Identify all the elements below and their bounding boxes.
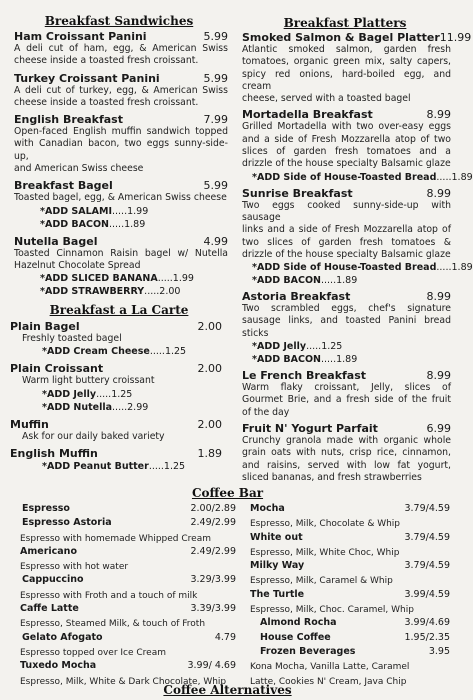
a-la-carte-list bbox=[10, 320, 228, 473]
add-on-label: *ADD BACON bbox=[252, 354, 321, 366]
coffee-item-row bbox=[250, 503, 450, 517]
menu-item-row bbox=[10, 320, 228, 333]
menu-item-row bbox=[14, 235, 228, 248]
menu-item-name: Ham Croissant Panini bbox=[14, 30, 147, 43]
add-on-dots: ..... bbox=[144, 286, 160, 298]
menu-item-price: 5.99 bbox=[203, 71, 228, 85]
coffee-item-row bbox=[14, 546, 236, 560]
coffee-item-price: 3.79/4.59 bbox=[404, 531, 450, 543]
add-on-option bbox=[14, 218, 228, 231]
menu-item-description: Atlantic smoked salmon, garden fresh bbox=[242, 44, 451, 55]
menu-item-name: Breakfast Bagel bbox=[14, 179, 113, 193]
menu-item-row bbox=[14, 179, 228, 192]
add-on-option bbox=[14, 272, 228, 285]
menu-item-price: 6.99 bbox=[426, 421, 451, 435]
coffee-item-row bbox=[250, 646, 450, 660]
coffee-item-row bbox=[250, 632, 450, 646]
coffee-item-row bbox=[14, 603, 236, 617]
add-on-price: 1.25 bbox=[321, 341, 343, 353]
coffee-item-price: 3.99/4.59 bbox=[404, 588, 450, 600]
menu-item-description: Open-faced English muffin sandwich topped bbox=[14, 126, 228, 138]
coffee-item-price: 3.79/4.59 bbox=[404, 560, 450, 572]
coffee-item-row bbox=[250, 617, 450, 631]
menu-item-name: Plain Croissant bbox=[10, 362, 104, 376]
coffee-item-name: White out bbox=[250, 531, 303, 543]
coffee-item-price: 2.00/2.89 bbox=[190, 503, 236, 514]
menu-item-name: Mortadella Breakfast bbox=[242, 108, 373, 122]
coffee-item-price: 3.99/4.69 bbox=[404, 617, 450, 629]
menu-item-name: Astoria Breakfast bbox=[242, 290, 351, 304]
coffee-item-description: Espresso, Milk, Caramel & Whip bbox=[250, 576, 393, 587]
add-on-price: 1.89 bbox=[451, 262, 473, 274]
menu-item-name: Turkey Croissant Panini bbox=[14, 71, 160, 85]
menu-item-row bbox=[242, 31, 472, 44]
menu-item-description: and American Swiss cheese bbox=[14, 163, 144, 175]
menu-item-row bbox=[10, 362, 228, 375]
add-on-price: 1.89 bbox=[451, 171, 473, 183]
coffee-item-name: Mocha bbox=[250, 503, 285, 514]
add-on-label: *ADD Side of House-Toasted Bread bbox=[252, 262, 437, 274]
add-on-option bbox=[242, 353, 451, 366]
menu-item-row bbox=[10, 447, 228, 460]
menu-item-description: cheese inside a toasted fresh croissant. bbox=[14, 55, 199, 67]
menu-item-description: Two eggs cooked sunny-side-up with sausage bbox=[242, 199, 451, 223]
coffee-bar-right-list bbox=[250, 503, 450, 689]
menu-item-row bbox=[242, 369, 451, 382]
coffee-item-description: Espresso, Milk, White & Dark Chocolate, Whip bbox=[20, 676, 227, 687]
add-on-dots: ..... bbox=[112, 401, 128, 413]
menu-item-description: Hazelnut Chocolate Spread bbox=[14, 259, 141, 271]
menu-item-description: Warm light buttery croissant bbox=[22, 375, 155, 387]
coffee-item-price: 2.49/2.99 bbox=[190, 517, 236, 529]
add-on-dots: ..... bbox=[149, 346, 165, 358]
add-on-label: *ADD Jelly bbox=[42, 388, 97, 400]
coffee-item-description: Espresso, Milk, White Choc, Whip bbox=[250, 547, 400, 558]
menu-item-price: 5.99 bbox=[203, 179, 228, 193]
add-on-option bbox=[242, 274, 451, 287]
menu-item-name: Fruit N' Yogurt Parfait bbox=[242, 421, 378, 435]
menu-item-row bbox=[14, 72, 228, 85]
menu-item-price: 4.99 bbox=[203, 234, 228, 248]
menu-item-name: Plain Bagel bbox=[10, 320, 80, 333]
coffee-item-description: Espresso with hot water bbox=[20, 562, 129, 573]
add-on-dots: ..... bbox=[157, 273, 173, 285]
menu-item-name: English Muffin bbox=[10, 446, 98, 460]
menu-item-price: 2.00 bbox=[197, 417, 222, 431]
menu-item-name: Le French Breakfast bbox=[242, 369, 367, 383]
add-on-label: *ADD Jelly bbox=[252, 341, 307, 353]
menu-item-price: 2.00 bbox=[197, 362, 222, 376]
breakfast-sandwiches-list bbox=[14, 30, 228, 298]
menu-item-description: Ask for our daily baked variety bbox=[22, 430, 165, 442]
menu-item-description: and a side of Fresh Mozzarella atop of two bbox=[242, 133, 451, 145]
menu-item-description: A deli cut of turkey, egg, & American Swiss bbox=[14, 84, 228, 96]
menu-item-description: and raisins, served with low fat yogurt, bbox=[242, 459, 451, 471]
menu-item-description: cheese inside a toasted fresh croissant. bbox=[14, 96, 199, 108]
add-on-dots: ..... bbox=[321, 275, 337, 287]
add-on-label: *ADD Side of House-Toasted Bread bbox=[252, 171, 437, 183]
menu-item-price: 5.99 bbox=[203, 30, 228, 43]
coffee-item-price: 1.95/2.35 bbox=[404, 631, 450, 643]
menu-item-description: Warm flaky croissant, Jelly, slices of bbox=[242, 382, 451, 394]
coffee-item-price: 3.79/4.59 bbox=[404, 503, 450, 514]
menu-item-row bbox=[242, 290, 451, 303]
a-la-carte-title: Breakfast a La Carte bbox=[49, 303, 189, 317]
add-on-label: *ADD BACON bbox=[252, 275, 321, 287]
add-on-option bbox=[242, 340, 451, 353]
menu-item-row bbox=[242, 422, 451, 435]
coffee-item-description: Espresso, Milk, Choc. Caramel, Whip bbox=[250, 605, 414, 616]
coffee-item-row bbox=[250, 560, 450, 574]
add-on-price: 1.99 bbox=[172, 273, 194, 285]
coffee-item-name: House Coffee bbox=[260, 631, 331, 643]
coffee-item-price: 2.49/2.99 bbox=[190, 545, 236, 557]
menu-item-description: grain oats with nuts, crisp rice, cinnamon, bbox=[242, 447, 451, 459]
add-on-price: 1.25 bbox=[111, 388, 133, 400]
add-on-price: 1.89 bbox=[124, 218, 146, 230]
menu-item-description: drizzle of the house specialty Balsamic glaze bbox=[242, 248, 451, 260]
coffee-item-description: Kona Mocha, Vanilla Latte, Caramel bbox=[250, 662, 410, 673]
add-on-dots: ..... bbox=[321, 354, 337, 366]
menu-item-price: 11.99 bbox=[439, 31, 472, 44]
coffee-item-price: 3.99/ 4.69 bbox=[187, 660, 236, 672]
menu-item-description: Toasted Cinnamon Raisin bagel w/ Nutella bbox=[14, 247, 228, 259]
menu-item-description: Grilled Mortadella with two over-easy eggs bbox=[242, 121, 451, 133]
coffee-item-row bbox=[14, 574, 236, 588]
add-on-price: 1.25 bbox=[164, 346, 187, 358]
coffee-bar-left-list bbox=[14, 503, 236, 689]
menu-item-description: slices of garden fresh tomatoes and a bbox=[242, 146, 451, 158]
coffee-item-price: 3.95 bbox=[428, 645, 450, 657]
menu-item-price: 8.99 bbox=[426, 290, 451, 304]
coffee-item-name: Milky Way bbox=[250, 560, 305, 572]
menu-item-price: 8.99 bbox=[426, 369, 451, 383]
coffee-item-row bbox=[14, 632, 236, 646]
menu-item-price: 1.89 bbox=[197, 446, 222, 460]
menu-item-name: Sunrise Breakfast bbox=[242, 186, 353, 200]
coffee-alternatives-title: Coffee Alternatives bbox=[163, 683, 292, 697]
coffee-item-description: Espresso, Steamed Milk, & touch of Froth bbox=[20, 619, 206, 630]
menu-item-description: Two scrambled eggs, chef's signature bbox=[242, 303, 451, 315]
menu-item-description: of the day bbox=[242, 406, 290, 418]
coffee-item-description: Espresso topped over Ice Cream bbox=[20, 647, 166, 658]
coffee-bar-title: Coffee Bar bbox=[191, 486, 264, 500]
menu-item-row bbox=[242, 187, 451, 200]
add-on-option bbox=[10, 401, 228, 414]
menu-item-description: spicy red onions, hard-boiled egg, and cream bbox=[242, 68, 451, 92]
breakfast-sandwiches-title: Breakfast Sandwiches bbox=[44, 14, 194, 28]
add-on-price: 1.99 bbox=[127, 205, 149, 217]
menu-item-row bbox=[10, 418, 228, 431]
add-on-dots: ..... bbox=[96, 388, 112, 400]
menu-item-row bbox=[14, 113, 228, 126]
add-on-dots: ..... bbox=[306, 341, 322, 353]
add-on-label: *ADD BACON bbox=[40, 218, 109, 230]
coffee-item-name: Gelato Afogato bbox=[22, 631, 103, 643]
coffee-item-name: Americano bbox=[20, 545, 77, 557]
menu-item-price: 8.99 bbox=[426, 186, 451, 200]
menu-item-row bbox=[242, 108, 451, 121]
add-on-price: 2.00 bbox=[159, 286, 181, 298]
add-on-dots: ..... bbox=[109, 218, 125, 230]
menu-item-row bbox=[14, 30, 228, 43]
add-on-option bbox=[10, 388, 228, 401]
add-on-dots: ..... bbox=[436, 171, 452, 183]
add-on-label: *ADD SLICED BANANA bbox=[40, 273, 158, 285]
menu-item-description: sliced bananas, and fresh strawberries bbox=[242, 471, 422, 483]
menu-item-description: sausage links, and toasted Panini bread sticks bbox=[242, 315, 451, 339]
add-on-option bbox=[14, 285, 228, 298]
add-on-label: *ADD Cream Cheese bbox=[42, 346, 150, 358]
add-on-price: 1.89 bbox=[336, 354, 358, 366]
add-on-label: *ADD Peanut Butter bbox=[42, 460, 149, 472]
coffee-item-name: Espresso bbox=[22, 503, 70, 514]
add-on-label: *ADD STRAWBERRY bbox=[40, 286, 145, 298]
breakfast-platters-title: Breakfast Platters bbox=[283, 16, 407, 30]
add-on-price: 2.99 bbox=[127, 401, 149, 413]
menu-item-description: cheese, served with a toasted bagel bbox=[242, 93, 411, 105]
coffee-item-name: Frozen Beverages bbox=[260, 645, 356, 657]
coffee-item-row bbox=[14, 517, 236, 531]
add-on-option bbox=[242, 261, 473, 274]
coffee-item-description: Espresso with Froth and a touch of milk bbox=[20, 590, 198, 601]
coffee-item-description: Espresso with homemade Whipped Cream bbox=[20, 533, 211, 544]
coffee-item-row bbox=[250, 589, 450, 603]
menu-item-name: Nutella Bagel bbox=[14, 234, 98, 248]
menu-item-description: with Canadian bacon, two eggs sunny-side-up, bbox=[14, 138, 228, 162]
add-on-label: *ADD Nutella bbox=[42, 401, 113, 413]
coffee-item-name: Almond Rocha bbox=[260, 617, 337, 629]
add-on-option bbox=[242, 171, 473, 184]
coffee-item-name: Caffe Latte bbox=[20, 603, 79, 615]
menu-item-description: tomatoes, organic green mix, salty capers, bbox=[242, 56, 451, 68]
coffee-item-description: Espresso, Milk, Chocolate & Whip bbox=[250, 519, 401, 530]
add-on-option bbox=[10, 460, 228, 473]
coffee-item-price: 3.29/3.99 bbox=[190, 574, 236, 586]
menu-item-description: Freshly toasted bagel bbox=[22, 333, 122, 344]
add-on-option bbox=[14, 205, 228, 218]
coffee-item-name: Espresso Astoria bbox=[22, 517, 112, 529]
add-on-dots: ..... bbox=[148, 460, 164, 472]
coffee-item-description: Latte, Cookies N' Cream, Java Chip bbox=[250, 676, 407, 687]
coffee-item-price: 4.79 bbox=[214, 631, 236, 643]
coffee-item-row bbox=[14, 660, 236, 674]
coffee-item-row bbox=[250, 532, 450, 546]
menu-item-description: two slices of garden fresh tomatoes & bbox=[242, 236, 451, 248]
menu-item-price: 2.00 bbox=[197, 320, 222, 333]
menu-item-name: English Breakfast bbox=[14, 113, 123, 127]
menu-item-price: 7.99 bbox=[203, 113, 228, 127]
menu-item-description: drizzle of the house specialty Balsamic glaze bbox=[242, 158, 451, 170]
add-on-label: *ADD SALAMI bbox=[40, 205, 112, 217]
add-on-price: 1.25 bbox=[163, 460, 186, 472]
menu-item-description: links and a side of Fresh Mozzarella atop of bbox=[242, 224, 451, 236]
add-on-dots: ..... bbox=[436, 262, 452, 274]
breakfast-platters-list bbox=[242, 31, 473, 484]
menu-item-description: A deli cut of ham, egg, & American Swiss bbox=[14, 43, 228, 54]
menu-item-name: Smoked Salmon & Bagel Platter bbox=[242, 31, 440, 44]
add-on-dots: ..... bbox=[112, 205, 128, 217]
coffee-item-row bbox=[14, 503, 236, 517]
menu-item-name: Muffin bbox=[10, 417, 49, 431]
menu-item-description: Crunchy granola made with organic whole bbox=[242, 434, 451, 446]
menu-item-description: Toasted bagel, egg, & American Swiss cheese bbox=[14, 192, 227, 204]
add-on-price: 1.89 bbox=[336, 275, 358, 287]
menu-item-price: 8.99 bbox=[426, 108, 451, 122]
coffee-item-price: 3.39/3.99 bbox=[190, 603, 236, 615]
coffee-item-name: Cappuccino bbox=[22, 574, 84, 586]
add-on-option bbox=[10, 345, 228, 358]
menu-item-description: Gourmet Brie, and a fresh side of the fruit bbox=[242, 394, 451, 406]
coffee-item-name: Tuxedo Mocha bbox=[20, 660, 97, 672]
coffee-item-name: The Turtle bbox=[250, 588, 305, 600]
